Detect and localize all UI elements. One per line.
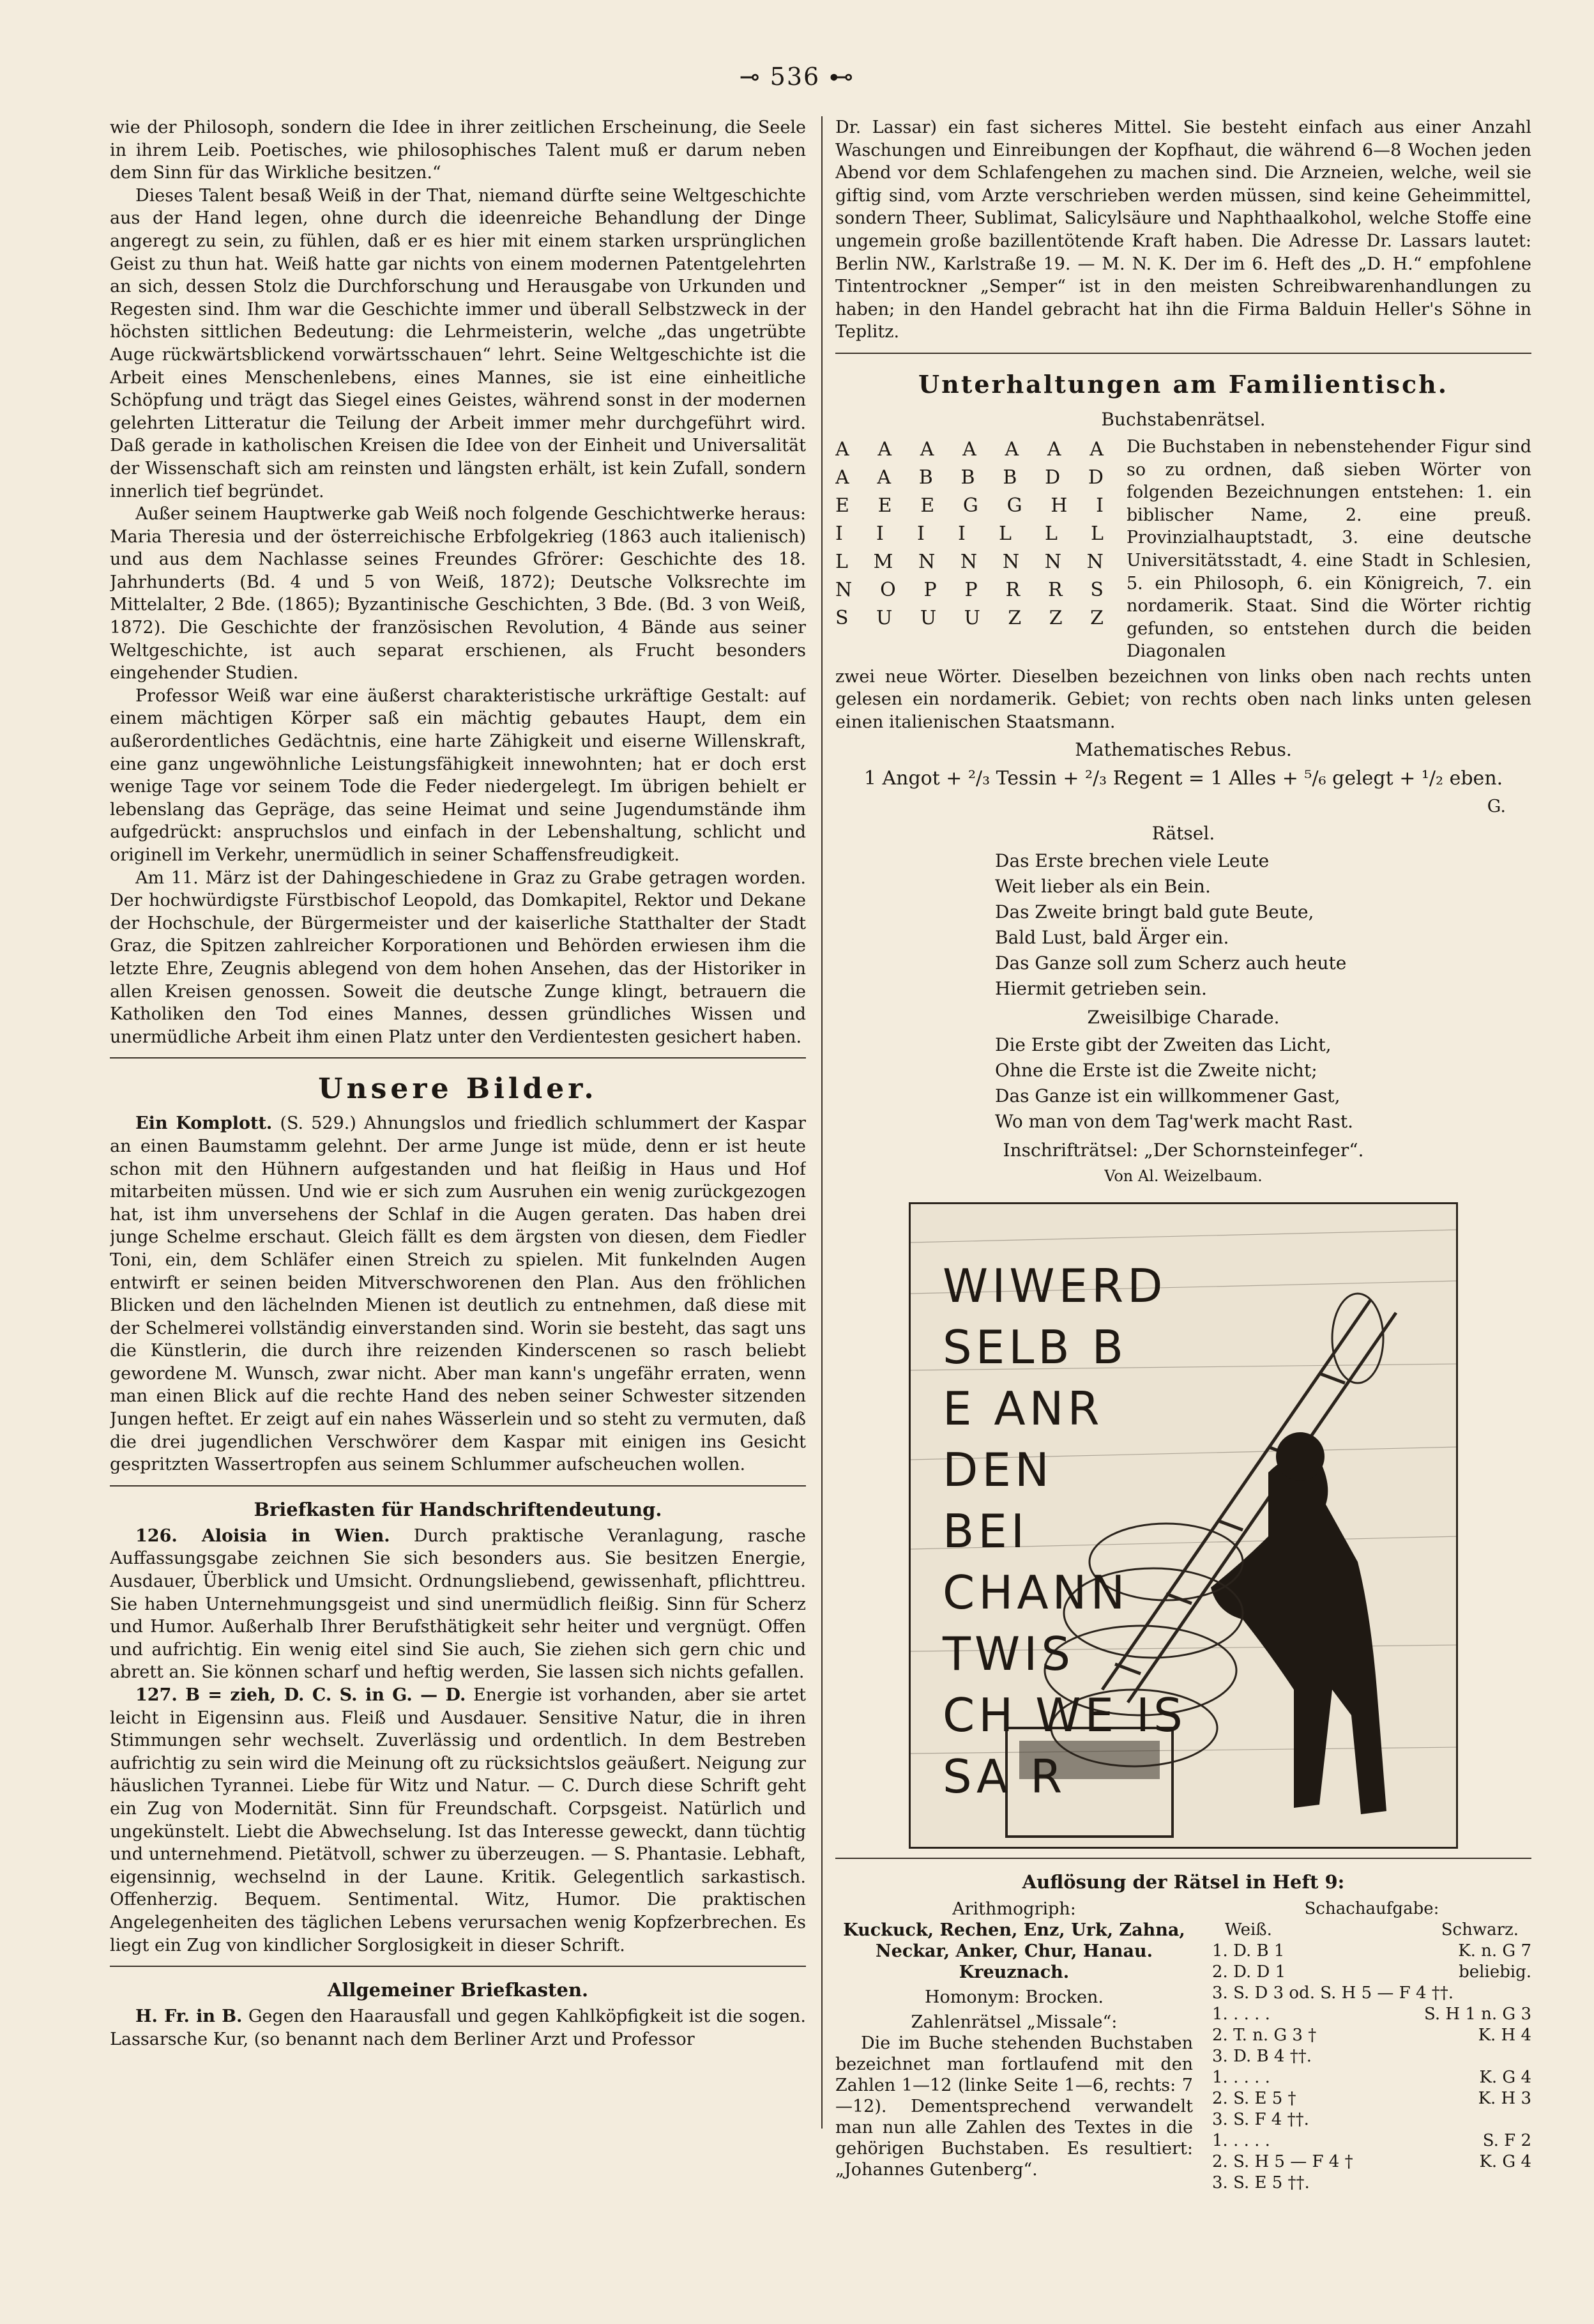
grid-letter: A (920, 438, 934, 461)
section-heading-unterhaltungen: Unterhaltungen am Familientisch. (918, 369, 1448, 399)
paragraph: Außer seinem Hauptwerke gab Weiß noch folgende Geschichtwerke heraus: Maria Theresia und der österreichische Erbfolgekrieg (1863 auch italienisch) und aus dem Nachlasse seines Freundes Gfrörer: Geschichte des 18. Jahrhunderts (Bd. 4 und 5 von Weiß, 1872); Deutsche Volksrechte im Mittelalter, 2 Bde. (1865); Byzantinische Geschichten, 3 Bde. (Bd. 3 von Weiß, 1872). Die Geschichte der französischen Revolution, 4 Bände aus seiner Weltgeschichte, ist auch separat erschienen, als Frucht besonders eingehender Studien. (110, 504, 806, 684)
grid-letter: E (920, 494, 935, 517)
chess-moves (1212, 1941, 1531, 2194)
paragraph: wie der Philosoph, sondern die Idee in ihrer zeitlichen Erscheinung, die Seele in ihrem Leib. Poetisches, wie philosophisches Talent muß er darum neben dem Sinn für das Wirkliche besitzen.“ (110, 118, 806, 183)
chess-columns (1212, 1920, 1531, 1941)
chess-move-row (1212, 1983, 1531, 2004)
grid-letter: B (918, 466, 933, 489)
grid-letter: U (920, 606, 937, 629)
chess-move-row (1212, 2025, 1531, 2046)
bilder-paragraph (110, 1112, 806, 1476)
chess-move: K. n. G 7 (1458, 1941, 1531, 1961)
right-column (835, 116, 1531, 2288)
bilder-title: Ein Komplott. (135, 1113, 273, 1134)
poem-line: Weit lieber als ein Bein. (995, 876, 1211, 898)
brief-entry (110, 2005, 806, 2051)
chess-move: 3. S. F 4 ††. (1212, 2109, 1309, 2129)
chess-move: 1. . . . . (1212, 2067, 1270, 2087)
chess-move-row (1212, 1962, 1531, 1983)
section-divider (110, 1966, 806, 1972)
puzzle-text: Die Buchstaben in nebenstehender Figur sind so zu ordnen, daß sieben Wörter von folgenden Bezeichnungen entstehen: 1. ein biblischer Name, 2. eine preuß. Provinzialhauptstadt, 3. eine deutsche Universitätsstadt, 4. eine Stadt in Schlesien, 5. ein Philosoph, 6. ein Königreich, 7. ein nordamerik. Staat. Sind die Wörter richtig gefunden, so entstehen durch die beiden Diagonalen (1127, 436, 1531, 662)
inscription-line: SELB B (943, 1320, 1127, 1374)
rebus-sign: G. (1487, 796, 1506, 816)
grid-letter: N (1044, 550, 1061, 573)
chess-move: K. G 4 (1479, 2152, 1531, 2171)
puzzle-heading: Rätsel. (1151, 823, 1215, 845)
grid-letter: R (1047, 578, 1063, 601)
chimney-sweep-illustration (909, 1202, 1458, 1849)
grid-letter: L (1044, 522, 1058, 545)
poem-line: Die Erste gibt der Zweiten das Licht, (995, 1034, 1332, 1056)
grid-letter: N (960, 550, 978, 573)
section-heading-briefkasten: Briefkasten für Handschriftendeutung. (254, 1498, 662, 1520)
illustration-inscription (943, 1255, 1275, 1807)
grid-row (835, 436, 1104, 464)
section-divider (110, 1485, 806, 1492)
chess-black-label: Schwarz. (1441, 1920, 1519, 1939)
poem-line: Das Erste brechen viele Leute (995, 850, 1270, 872)
section-divider (835, 1858, 1531, 1864)
poem-line: Hiermit getrieben sein. (995, 978, 1207, 1000)
byline: Von Al. Weizelbaum. (1104, 1167, 1263, 1186)
grid-letter: L (998, 522, 1012, 545)
grid-letter: N (835, 578, 853, 601)
grid-letter: I (916, 522, 925, 545)
chess-move: 3. S. E 5 ††. (1212, 2173, 1310, 2192)
poem-line: Das Ganze soll zum Scherz auch heute (995, 952, 1347, 974)
bilder-text: (S. 529.) Ahnungslos und friedlich schlummert der Kaspar an einen Baumstamm gelehnt. Der arme Junge ist müde, denn er ist heute schon mit den Hühnern aufgestanden und hat fleißig in Haus und Hof mitarbeiten müssen. Und wie er sich zum Ausruhen ein wenig zurückgezogen hat, ist ihm unversehens der Schlaf in die Augen geraten. Das haben drei junge Schelme erschaut. Gleich fällt es dem ärgsten von diesen, dem Fiedler Toni, ein, dem Schläfer einen Streich zu spielen. Mit funkelnden Augen entwirft er seinen beiden Mitverschworenen den Plan. Aus den fröhlichen Blicken und den lächelnden Mienen ist deutlich zu entnehmen, daß diese mit der Schelmerei vollständig einverstanden sind. Worin sie besteht, das sagt uns die Künstlerin, die durch ihre reizenden Kinderscenen so rasch beliebt gewordene M. Wunsch, zwar nicht. Aber man kann's ungefähr erraten, wenn man einen Blick auf die rechte Hand des neben seiner Schwester sitzenden Jungen heftet. Er zeigt auf ein nahes Wässerlein und so steht zu vermuten, daß die drei jugendlichen Verschwörer dem Kaspar mit einigen ins Gesicht gespritzten Wassertropfen aus seinem Schlummer aufscheuchen wollen. (110, 1113, 806, 1475)
solutions-left (835, 1899, 1193, 2194)
paragraph: Dieses Talent besaß Weiß in der That, niemand dürfte seine Weltgeschichte aus der Hand legen, ohne durch die ideenreiche Behandlung der Dinge angeregt zu sein, zu fühlen, daß er es hier mit einem starken ursprünglichen Geist zu thun hat. Weiß hatte gar nichts von einem modernen Patentgelehrten an sich, dessen Stolz die Durchforschung und Herausgabe von Urkunden und Regesten sind. Ihm war die Geschichte immer und überall Selbstzweck in der höchsten sittlichen Bedeutung: die Lehrmeisterin, welche „das ungetrübte Auge rückwärtsblickend vorwärtsschauen“ lehrt. Seine Weltgeschichte ist die Arbeit eines Menschenlebens, eines Mannes, sie ist eine einheitliche Schöpfung und trägt das Siegel eines Geistes, während sonst in der modernen gelehrten Litteratur die Teilung der Arbeit immer mehr durchgeführt wird. Daß gerade in katholischen Kreisen die Idee von der Einheit und Universalität der Wissenschaft sich am reinsten und längsten erhält, ist kein Zufall, sondern innerlich tief begründet. (110, 185, 806, 501)
chess-move-row (1212, 2088, 1531, 2109)
grid-letter: B (1003, 466, 1017, 489)
grid-row (835, 548, 1104, 576)
column-rule (821, 116, 823, 2129)
section-divider (110, 1057, 806, 1064)
grid-letter: S (1090, 578, 1104, 601)
section-heading-allgemein: Allgemeiner Briefkasten. (327, 1979, 589, 2001)
poem-line: Bald Lust, bald Ärger ein. (995, 927, 1229, 949)
paragraph: Am 11. März ist der Dahingeschiedene in Graz zu Grabe getragen worden. Der hochwürdigste Fürstbischof Leopold, das Domkapitel, Rektor und Dekane der Hochschule, der Bürgermeister und der kaiserliche Statthalter der Stadt Graz, die Spitzen zahlreicher Korporationen und Behörden erwiesen ihm die letzte Ehre, Zeugnis ablegend von dem hohen Ansehen, das der Historiker in allen Kreisen genossen. Soweit die deutsche Zunge klingt, betrauern die Katholiken den Tod eines Mannes, dessen gründliches Wissen und unermüdliche Arbeit ihm einen Platz unter den Verdientesten gesichert haben. (110, 868, 806, 1047)
grid-letter: Z (1049, 606, 1063, 629)
grid-letter: A (1005, 438, 1019, 461)
chess-move-row (1212, 2173, 1531, 2194)
chess-move-row (1212, 2130, 1531, 2152)
grid-letter: H (1051, 494, 1068, 517)
paragraph: Dr. Lassar) ein fast sicheres Mittel. Sie besteht einfach aus einer Anzahl Waschungen und Einreibungen der Kopfhaut, die während 6—8 Wochen jeden Abend vor dem Schlafengehen zu machen sind. Die Arzneien, welche, weil sie giftig sind, vom Arzte verschrieben werden müssen, sind keine Geheimmittel, sondern Theer, Sublimat, Salicylsäure und Naphthaalkohol, welche Stoffe eine ungemein große bazillentötende Kraft haben. Die Adresse Dr. Lassars lautet: Berlin NW., Karlstraße 19. — M. N. K. Der im 6. Heft des „D. H.“ empfohlene Tintentrockner „Semper“ ist in den meisten Schreibwarenhandlungen zu haben; in den Handel gebracht hat ihn die Firma Balduin Heller's Söhne in Teplitz. (835, 118, 1531, 342)
chess-move: 3. D. B 4 ††. (1212, 2046, 1312, 2066)
chess-move-row (1212, 2046, 1531, 2067)
chess-move-row (1212, 1941, 1531, 1962)
solutions-chess (1212, 1899, 1531, 2194)
chess-move: K. H 3 (1478, 2088, 1531, 2108)
grid-letter: I (1096, 494, 1104, 517)
inscription-line: CH WE IS (943, 1688, 1187, 1742)
grid-letter: N (1002, 550, 1020, 573)
brief-text: Energie ist vorhanden, aber sie artet leicht in Eigensinn aus. Fleiß und Ausdauer. Sensitive Natur, die in ihren Stimmungen sehr wechselt. Zuverlässig und ordentlich. In dem Bestreben aufrichtig zu sein wird die Meinung oft zu rücksichtslos geäußert. Neigung zur häuslichen Tyrannei. Liebe für Witz und Natur. — C. Durch diese Schrift geht ein Zug von Modernität. Sinn für Freundschaft. Corpsgeist. Natürlich und ungekünstelt. Liebt die Abwechselung. Ist das Interesse geweckt, dann tüchtig und unternehmend. Pietätvoll, schwer zu überzeugen. — S. Phantasie. Lebhaft, eigensinnig, wechselnd in der Laune. Kritik. Gelegentlich sarkastisch. Offenherzig. Bequem. Sentimental. Witz, Humor. Die praktischen Angelegenheiten des täglichen Lebens verursachen wenig Kopfzerbrechen. Es liegt ein Zug von kindlicher Sorglosigkeit in dieser Schrift. (110, 1685, 806, 1955)
chess-move: S. H 1 n. G 3 (1423, 2004, 1531, 2024)
grid-letter: E (877, 494, 892, 517)
inscription-line: SA R (943, 1749, 1066, 1803)
grid-letter: Z (1008, 606, 1022, 629)
grid-letter: N (918, 550, 936, 573)
chess-move: 1. . . . . (1212, 2004, 1270, 2024)
brief-entry (110, 1684, 806, 1957)
chess-move: 2. D. D 1 (1212, 1962, 1286, 1982)
charade-poem (995, 1032, 1531, 1135)
solution-text: Kuckuck, Rechen, Enz, Urk, Zahna, Neckar, Anker, Chur, Hanau. Kreuznach. (843, 1920, 1185, 1982)
left-column (110, 116, 806, 2288)
chess-move: 2. S. H 5 — F 4 † (1212, 2152, 1353, 2171)
grid-letter: M (873, 550, 893, 573)
grid-letter: A (835, 466, 849, 489)
brief-label: H. Fr. in B. (135, 2007, 243, 2027)
grid-row (835, 576, 1104, 604)
inscription-line: E ANR (943, 1381, 1104, 1435)
chess-move: beliebig. (1459, 1962, 1531, 1982)
paragraph: Professor Weiß war eine äußerst charakteristische urkräftige Gestalt: auf einem mächtigen Körper saß ein mächtig gebautes Haupt, dem ein außerordentliches Gedächtnis, eine harte Zähigkeit und eiserne Willenskraft, eine ganz ungewöhnliche Leistungsfähigkeit innewohnten; hat er doch erst wenige Tage vor seinem Tode die Feder niedergelegt. Im übrigen behielt er lebenslang das Gepräge, das seine Heimat und seine Jugendumstände ihm aufgedrückt: anspruchslos und einfach in der Lebenshaltung, schlicht und originell im Verkehr, unermüdlich in seiner Schaffensfreudigkeit. (110, 685, 806, 865)
grid-letter: A (1047, 438, 1061, 461)
poem-line: Ohne die Erste ist die Zweite nicht; (995, 1060, 1317, 1082)
chess-move: K. G 4 (1479, 2067, 1531, 2087)
grid-letter: L (835, 550, 848, 573)
chess-move-row (1212, 2109, 1531, 2130)
solution-text: Die im Buche stehenden Buchstaben bezeichnet man fortlaufend mit den Zahlen 1—12 (linke Seite 1—6, rechts: 7—12). Dementsprechend verwandelt man nun alle Zahlen des Textes in die gehörigen Buchstaben. Es resultiert: „Johannes Gutenberg“. (835, 2033, 1193, 2180)
grid-letter: N (1086, 550, 1104, 573)
brief-label: 127. B = zieh, D. C. S. in G. — D. (135, 1685, 466, 1705)
grid-letter: I (835, 522, 843, 545)
grid-letter: R (1005, 578, 1021, 601)
inschrift-heading: Inschrifträtsel: „Der Schornsteinfeger“. (1003, 1140, 1364, 1161)
chess-move: 3. S. D 3 od. S. H 5 — F 4 ††. (1212, 1983, 1454, 2003)
inscription-line: BEI (943, 1504, 1029, 1558)
poem-line: Das Zweite bringt bald gute Beute, (995, 901, 1314, 923)
poem-line: Wo man von dem Tag'werk macht Rast. (995, 1111, 1354, 1133)
puzzle-heading: Buchstabenrätsel. (1101, 408, 1266, 430)
chess-move-row (1212, 2152, 1531, 2173)
section-heading-loesung: Auflösung der Rätsel in Heft 9: (1022, 1870, 1345, 1893)
grid-letter: P (964, 578, 978, 601)
inscription-line: TWIS (943, 1626, 1075, 1681)
puzzle-heading: Mathematisches Rebus. (1075, 738, 1292, 760)
solution-text: Homonym: Brocken. (924, 1987, 1104, 2007)
grid-letter: S (835, 606, 849, 629)
grid-row (835, 464, 1104, 492)
grid-letter: E (835, 494, 849, 517)
page-number: ⊸ 536 ⊷ (739, 63, 855, 91)
grid-letter: U (876, 606, 893, 629)
grid-letter: I (876, 522, 884, 545)
grid-letter: Z (1090, 606, 1104, 629)
grid-row (835, 604, 1104, 632)
grid-row (835, 520, 1104, 548)
grid-letter: L (1091, 522, 1104, 545)
letter-puzzle (835, 436, 1531, 663)
brief-entry (110, 1525, 806, 1684)
grid-row (835, 492, 1104, 520)
inscription-line: WIWERD (943, 1258, 1167, 1313)
grid-letter: I (957, 522, 966, 545)
chess-move: 1. . . . . (1212, 2130, 1270, 2150)
chess-move: S. F 2 (1482, 2130, 1531, 2150)
brief-text: Gegen den Haarausfall und gegen Kahlköpfigkeit ist die sogen. Lassarsche Kur, (so benannt nach dem Berliner Arzt und Professor (110, 2007, 806, 2049)
brief-label: 126. Aloisia in Wien. (135, 1525, 390, 1546)
chess-move: 2. S. E 5 † (1212, 2088, 1296, 2108)
solution-heading: Zahlenrätsel „Missale“: (911, 2012, 1118, 2032)
inscription-line: CHANN (943, 1565, 1129, 1619)
grid-letter: D (1045, 466, 1061, 489)
chess-move: 1. D. B 1 (1212, 1941, 1285, 1961)
solution-heading: Arithmogriph: (952, 1899, 1076, 1919)
grid-letter: O (880, 578, 896, 601)
grid-letter: A (877, 466, 892, 489)
chess-move-row (1212, 2067, 1531, 2088)
grid-letter: U (964, 606, 980, 629)
brief-text: Durch praktische Veranlagung, rasche Auffassungsgabe zeichnen Sie sich besonders aus. Sie besitzen Energie, Ausdauer, Überblick und Umsicht. Ordnungsliebend, gewissenhaft, pflichttreu. Sie haben Unternehmungsgeist und sind unermüdlich fleißig. Sinn für Scherz und Humor. Außerhalb Ihrer Berufsthätigkeit sehr heiter und vergnügt. Offen und aufrichtig. Ein wenig eitel sind Sie auch, Sie ziehen sich gern chic und abrett an. Sie können scharf und heftig werden, Sie lassen sich nichts gefallen. (110, 1525, 806, 1683)
grid-letter: A (962, 438, 976, 461)
grid-letter: B (960, 466, 975, 489)
grid-letter: A (1089, 438, 1104, 461)
solutions (835, 1899, 1531, 2194)
rebus-equation: 1 Angot + ²/₃ Tessin + ²/₃ Regent = 1 Alles + ⁵/₆ gelegt + ¹/₂ eben. (863, 767, 1503, 790)
section-divider (835, 353, 1531, 359)
chess-move: 2. T. n. G 3 † (1212, 2025, 1317, 2045)
grid-letter: G (962, 494, 978, 517)
raetsel-poem (995, 848, 1531, 1002)
grid-letter: D (1088, 466, 1104, 489)
grid-letter: P (923, 578, 937, 601)
chess-move: K. H 4 (1478, 2025, 1531, 2045)
section-heading-bilder: Unsere Bilder. (318, 1073, 598, 1106)
puzzle-heading: Zweisilbige Charade. (1087, 1007, 1280, 1028)
puzzle-text-cont: zwei neue Wörter. Dieselben bezeichnen von links oben nach rechts unten gelesen ein nordamerik. Gebiet; von rechts oben nach links unten gelesen einen italienischen Staatsmann. (835, 666, 1531, 733)
chess-white-label: Weiß. (1225, 1920, 1272, 1939)
grid-letter: A (877, 438, 892, 461)
chess-heading: Schachaufgabe: (1304, 1899, 1439, 1918)
chess-move-row (1212, 2004, 1531, 2025)
poem-line: Das Ganze ist ein willkommener Gast, (995, 1085, 1340, 1107)
grid-letter: G (1006, 494, 1022, 517)
letter-grid (835, 436, 1104, 663)
grid-letter: A (835, 438, 849, 461)
inscription-line: DEN (943, 1442, 1053, 1497)
